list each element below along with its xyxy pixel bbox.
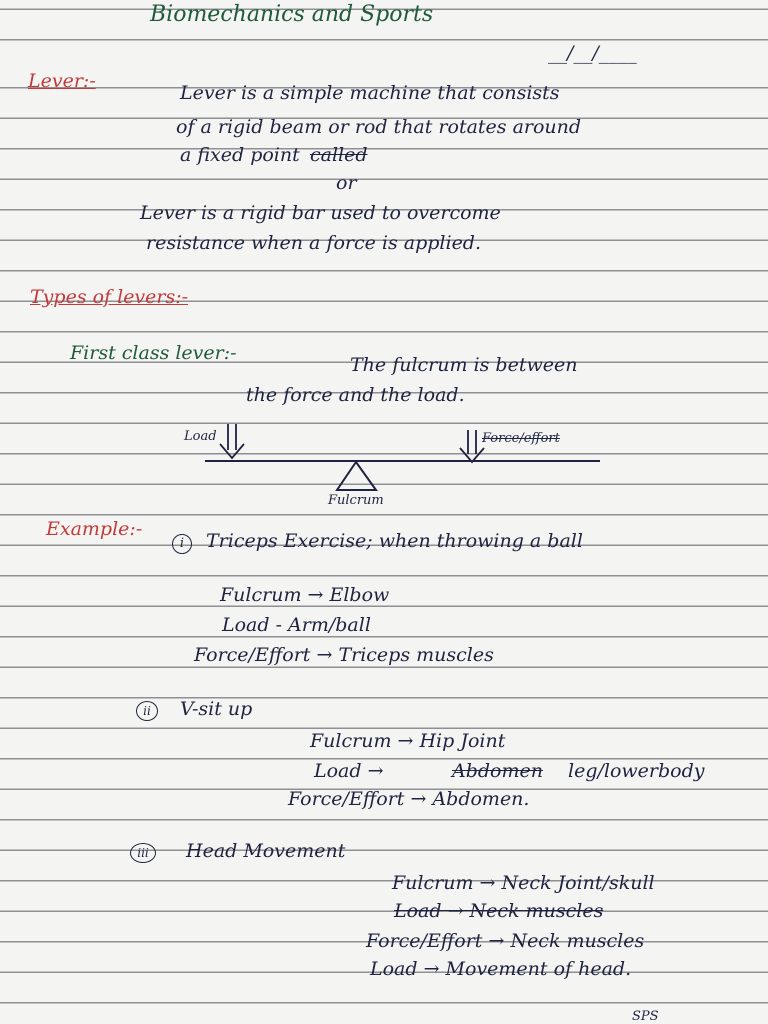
date-field: __/__/____: [548, 42, 637, 64]
diagram-force-label: Force/effort: [482, 431, 560, 446]
example-2-load-struck: Abdomen: [452, 760, 543, 782]
types-heading: Types of levers:-: [30, 286, 189, 308]
example-1-title: Triceps Exercise; when throwing a ball: [206, 530, 583, 552]
example-1-force: Force/Effort → Triceps muscles: [194, 644, 494, 666]
diagram-load-label: Load: [184, 429, 217, 444]
example-1-fulcrum: Fulcrum → Elbow: [220, 584, 390, 606]
first-class-desc-line1: The fulcrum is between: [350, 354, 578, 376]
lever-def1-line3: a fixed point: [180, 144, 300, 166]
example-3-struck: Load → Neck muscles: [394, 900, 604, 922]
example-3-title: Head Movement: [186, 840, 346, 862]
example-3-force: Force/Effort → Neck muscles: [366, 930, 645, 952]
diagram-fulcrum-label: Fulcrum: [328, 493, 384, 508]
lever-label: Lever:-: [28, 70, 96, 92]
example-3-load: Load → Movement of head.: [370, 958, 632, 980]
lever-def2-line1: Lever is a rigid bar used to overcome: [140, 202, 501, 224]
example-2-fulcrum: Fulcrum → Hip Joint: [310, 730, 506, 752]
footer-initials: SPS: [632, 1009, 659, 1024]
or-text: or: [336, 172, 357, 194]
example-2-force: Force/Effort → Abdomen.: [288, 788, 530, 810]
lever-def1-line1: Lever is a simple machine that consists: [180, 82, 560, 104]
example-label: Example:-: [46, 518, 143, 540]
load-arrow-icon: [220, 424, 244, 458]
example-1-number: i: [172, 532, 192, 554]
force-arrow-icon: [460, 430, 484, 462]
example-1-load: Load - Arm/ball: [222, 614, 371, 636]
lever-def2-line2: resistance when a force is applied.: [146, 232, 482, 254]
lever-def1-line2: of a rigid beam or rod that rotates around: [176, 116, 582, 138]
lever-def1-struck: called: [310, 144, 368, 166]
first-class-desc-line2: the force and the load.: [246, 384, 465, 406]
example-2-number: ii: [136, 700, 158, 721]
example-2-title: V-sit up: [180, 698, 253, 720]
example-2-load-value: leg/lowerbody: [568, 760, 705, 782]
example-3-number: iii: [130, 842, 156, 863]
page-title: Biomechanics and Sports: [150, 2, 434, 27]
example-3-fulcrum: Fulcrum → Neck Joint/skull: [392, 872, 655, 894]
fulcrum-triangle-icon: [337, 462, 376, 490]
example-2-load-prefix: Load →: [314, 760, 384, 782]
first-class-label: First class lever:-: [70, 342, 237, 364]
